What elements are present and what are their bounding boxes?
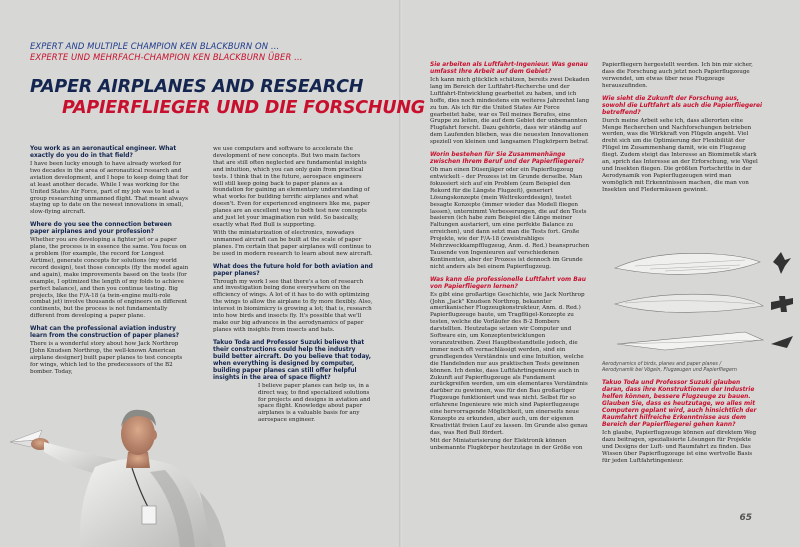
intro-de: EXPERTE UND MEHRFACH-CHAMPION KEN BLACKBURN ÜBER … — [30, 52, 303, 62]
column-de-right-bottom — [602, 380, 762, 466]
question: Where do you see the connection between paper airplanes and your profession? — [30, 222, 172, 236]
question: Wie sieht die Zukunft der Forschung aus, sowohl die Luftfahrt als auch die Papierfliegerei betreffend? — [602, 95, 762, 116]
question: Sie arbeiten als Luftfahrt-Ingenieur. Was genau umfasst Ihre Arbeit auf dem Gebiet? — [430, 62, 588, 75]
question: You work as an aeronautical engineer. What exactly do you do in that field? — [30, 146, 177, 159]
answer: Durch meine Arbeit sehe ich, dass allerorten eine Menge Recherchen und Nachforschungen betrieben werden, was die Wirkkraft von Flügeln angeht. Viel dreht sich um die Optimierung der Flexibilität der Flügel im Zusammenhang damit, wie ein Flugzeug fliegt. Zudem steigt das Interesse an Biomimetik stark an, sprich das Interesse an der Erforschung, wie Vögel und Insekten fliegen. Die größten Fortschritte in der Aerodynamik von Papierflugzeugen wird man womöglich mit Erkenntnissen machen, die man von Insekten und Fledermäusen gewinnt. — [602, 117, 758, 193]
intro-lines — [30, 41, 303, 63]
answer: Ich kann mich glücklich schätzen, bereits zwei Dekaden lang im Bereich der Luftfahrt-Recherche und der Luftfahrt-Entwicklung gearbeitet zu haben, und ich hoffe, dies noch mindestens ein weiteres Jahrzehnt lang zu tun. Als ich für die United States Air Force gearbeitet habe, war es Teil meines Berufes, eine Gruppe zu leiten, die auf dem Gebiet der unbemannten Flugfahrt forscht. Dazu gehörte, dass wir ständig auf dem Laufenden blieben, was die neuesten Innovationen speziell von kleinen und langsamen Flugkörpern betraf. — [430, 77, 590, 146]
headline-en: PAPER AIRPLANES AND RESEARCH — [30, 77, 364, 97]
page-gutter — [399, 0, 402, 547]
column-en-left — [30, 146, 190, 377]
answer: I have been lucky enough to have already worked for two decades in the area of aeronautical research and aviation development, and I hope to keep doing that for at least another decade. While I was working for the United States Air Force, part of my job was to lead a group researching unmanned flight. That meant always staying up to date on the newest innovations in small, slow-flying aircraft. — [30, 161, 189, 216]
answer: Whether you are developing a fighter jet or a paper plane, the process is in essence the same. You focus on a problem (for example, the record for Longest Airtime), generate concepts for solutions (my world record design), test those concepts (fly the model again and again), make improvements based on the tests (for example, I optimized the length of my folds to achieve perfect balance), and then you continue testing. Big projects, like the F/A-18 (a twin-engine multi-role combat jet) involve thousands of engineers on different continents, but the process is not fundamentally different from developing a paper plane. — [30, 237, 189, 320]
answer: Es gibt eine großartige Geschichte, wie Jack Northrop (John „Jack" Knudsen Northrop, bekannter amerikanischer Flugzeugkonstrukteur, Anm. d. Red.) Papierflugzeuge baute, um Tragflügel-Konzepte zu testen, welche die Vorläufer des B-2 Bombers darstellten. Heutzutage setzen wir Computer und Software ein, um Konzeptentwicklungen voranzutreiben. Zwei Hauptbestandteile jedoch, die immer noch oft vernachlässigt werden, sind ein grundlegendes Verständnis und eine Intuition, welche die Handelnden nur aus praktischen Tests gewinnen können. Ich denke, dass Luftfahrtingenieure auch in Zukunft auf Papierflugzeuge als Fundament zurückgreifen werden, um ein elementares Verständnis darüber zu gewinnen, was für den Bau großartiger Flugzeuge funktioniert und was nicht. Selbst für so erfahrene Ingenieure wie mich sind Papierflugzeuge eine hervorragende Möglichkeit, um einerseits neue Konzepte zu erkunden, aber auch, um der eigenen Kreativität freien Lauf zu lassen. Im Grunde also genau das, was Red Bull fördert. — [430, 291, 588, 436]
question: Takuo Toda und Professor Suzuki glauben daran, dass ihre Konstruktionen der Industrie helfen können, bessere Flugzeuge zu bauen. Glauben Sie, dass es heutzutage, wo alles mit Computern geplant wird, auch hinsichtlich der Raumfahrt hilfreiche Erkenntnisse aus dem Bereich der Papierfliegerei gehen kann? — [602, 380, 757, 428]
headline-de: PAPIERFLIEGER UND DIE FORSCHUNG — [62, 98, 425, 118]
column-de-right-top — [602, 62, 762, 195]
answer: Through my work I see that there's a ton of research and investigation being done everywhere on the efficiency of wings. A lot of it has to do with optimizing the wings to allow the airplane to fly more flexibly. Also, interest in biomimicry is growing a lot; that is, research into how birds and insects fly. It's possible that we'll make our big advances in the aerodynamics of paper planes with insights from insects and bats. — [213, 278, 373, 333]
answer: Ich glaube, Papierflugzeuge können auf direktem Weg dazu beitragen, spezialisierte Lösungen für Projekte und Designs der Luft- und Raumfahrt zu finden. Das Wissen über Papierflugzeuge ist eine wertvolle Basis für jeden Luftfahrtingenieur. — [602, 430, 757, 464]
answer: Mit der Miniaturisierung der Elektronik können unbemannte Flugkörper heutzutage in der Größe von — [430, 437, 583, 451]
airplane-icon — [771, 296, 793, 312]
question: Takuo Toda and Professor Suzuki believe that their constructions could help the industry build better aircraft. Do you believe that today, when everything is designed by computer, building paper planes can still offer helpful insights in the area of space flight? — [213, 339, 372, 381]
bird-icon — [773, 252, 791, 274]
aerodynamics-figures — [595, 240, 795, 358]
answer: Papierfliegern hergestellt werden. Ich bin mir sicher, dass die Forschung auch jetzt noch Papierflugzeuge verwendet, um etwas über neue Flugzeuge herauszufinden. — [602, 62, 753, 89]
paper-plane-icon — [771, 336, 793, 348]
question: Was kann die professionelle Luftfahrt vom Bau von Papierfliegern lernen? — [430, 276, 586, 290]
figure-caption: Aerodynamics of birds, planes and paper planes / Aerodynamik bei Vögeln, Flugzeugen und Papierfliegern — [602, 362, 737, 373]
column-de-left — [430, 62, 590, 453]
intro-en: EXPERT AND MULTIPLE CHAMPION KEN BLACKBURN ON … — [30, 41, 280, 51]
question: What does the future hold for both aviation and paper planes? — [213, 263, 373, 277]
answer: There is a wonderful story about how Jack Northrop [John Knudsen Northrop, the well-known American airplane designer] built paper planes to test concepts for wings, which led to the predecessors of the B2 bomber. Today, — [30, 341, 183, 375]
page-number: 65 — [739, 513, 752, 523]
answer: we use computers and software to accelerate the development of new concepts. But two main factors that are still often neglected are fundamental insights and intuition, which you can only gain from practical tests. I think that in the future, aerospace engineers will still keep going back to paper planes as a foundation for gaining an elementary understanding of what works for building terrific airplanes and what doesn't. Even for experienced engineers like me, paper planes are an excellent way to both test new concepts and just let your imagination run wild. So basically, exactly what Red Bull is supporting. — [213, 146, 370, 228]
question: Worin bestehen für Sie Zusammenhänge zwischen Ihrem Beruf und der Papierfliegerei? — [430, 152, 585, 166]
answer: Ob man einen Düsenjäger oder ein Papierflugzeug entwickelt – der Prozess ist im Grunde derselbe. Man fokussiert sich auf ein Problem (zum Beispiel den Rekord für die Längste Flugzeit), generiert Lösungskonzepte (mein Weltrekorddesign), testet besagte Konzepte (immer wieder das Modell fliegen lassen), unternimmt Verbesserungen, die auf den Tests basieren (ich habe zum Beispiel die Länge meiner Faltungen austariert, um eine perfekte Balance zu erreichen), und dann setzt man die Tests fort. Große Projekte, wie der F/A-18 (zweistrahliges Mehrzweckkampfflugzeug, Anm. d. Red.) beanspruchen Tausende von Ingenieuren auf verschiedenen Kontinenten, aber der Prozess ist dennoch im Grunde nicht anders als bei einem Papierflugzeug. — [430, 167, 590, 270]
answer: I believe paper planes can help us, in a direct way, to find specialized solutions for projects and designs in aviation and space flight. Knowledge about paper airplanes is a valuable basis for any aerospace engineer. — [258, 382, 371, 424]
question: What can the professional aviation industry learn from the construction of paper planes? — [30, 326, 180, 340]
ken-blackburn-photo — [0, 382, 250, 547]
answer: With the miniaturization of electronics, nowadays unmanned aircraft can be built at the scale of paper planes. I'm certain that paper airplanes will continue to be used in modern research to learn about new aircraft. — [213, 229, 373, 257]
